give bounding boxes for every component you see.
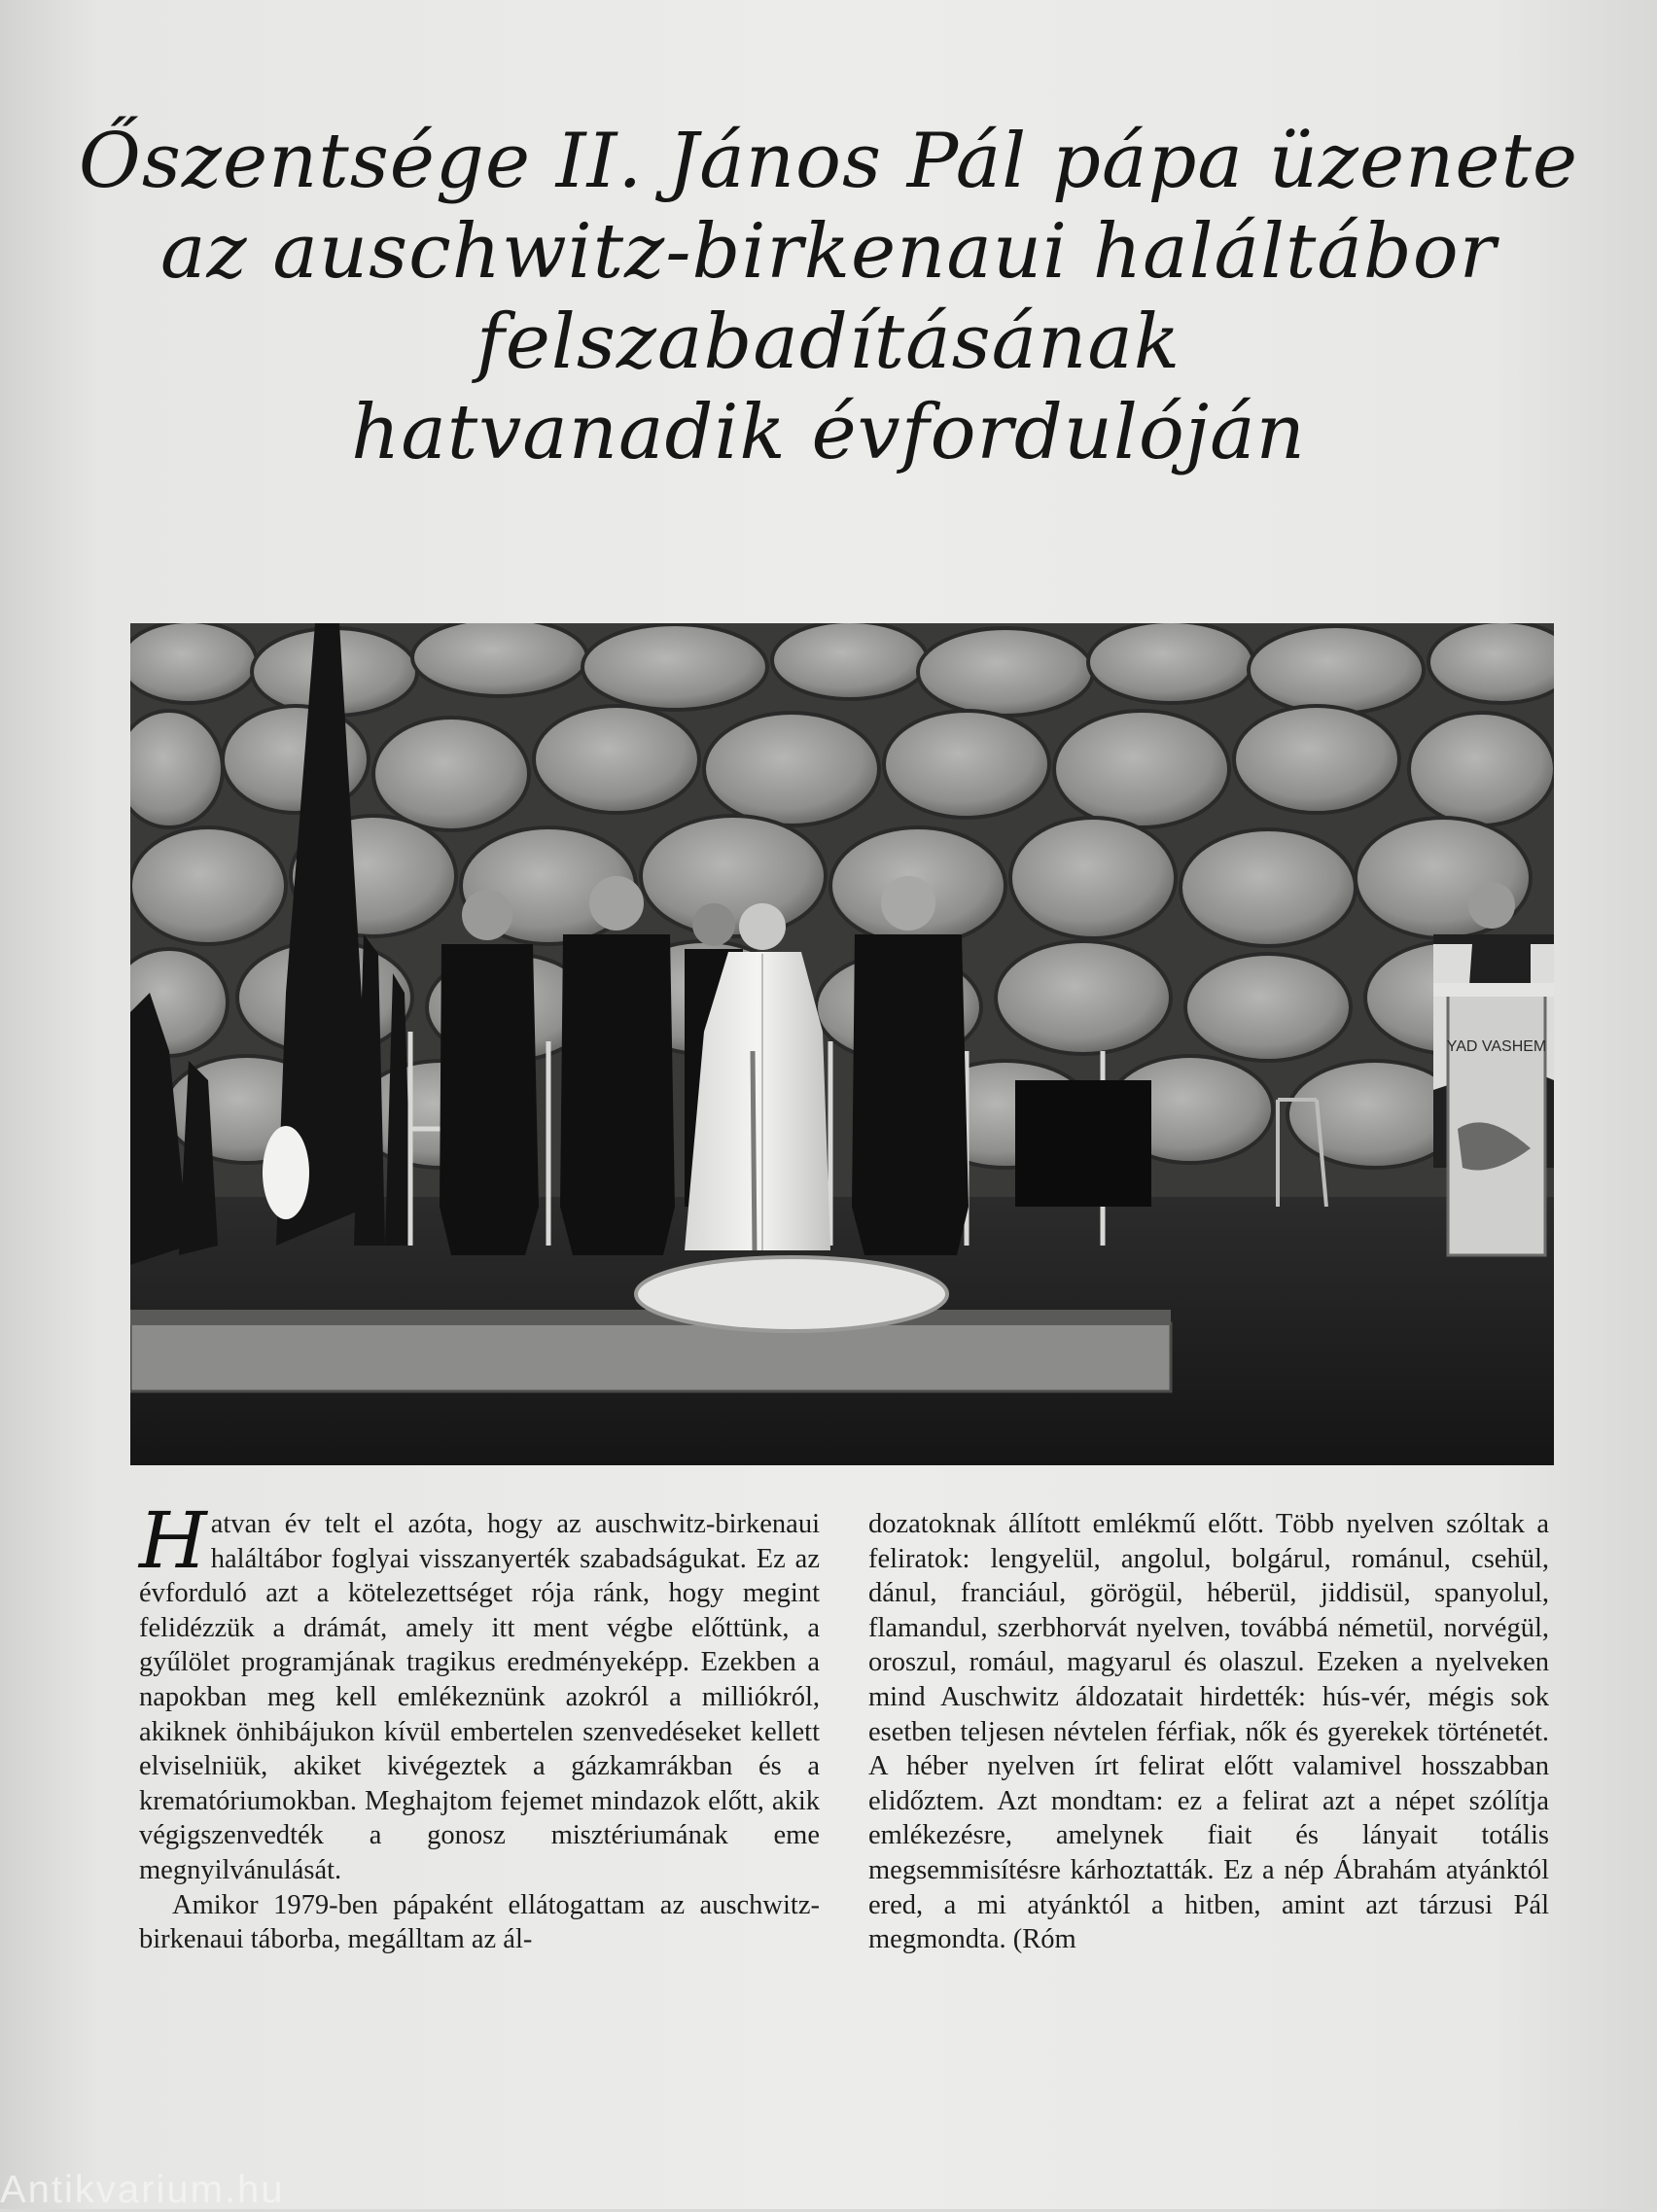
paragraph-1	[139, 1495, 820, 1888]
ceremony-photo	[130, 623, 1554, 1465]
page-title	[0, 117, 1657, 478]
wreath	[636, 1257, 947, 1331]
title-line-1: Őszentsége II. János Pál pápa üzenete	[78, 118, 1579, 205]
title-line-3: felszabadításának	[476, 298, 1181, 386]
paragraph-1-text: atvan év telt el azóta, hogy az auschwitz-birkenaui haláltábor foglyai visszanyerték szabadságukat. Ez az évforduló azt a kötelezettséget rója ránk, hogy megint felidézzük a drámát, amely itt ment végbe előttünk, a gyűlölet programjának tragikus eredményeképp. Ezekben a napokban meg kell emlékeznünk azokról a milliókról, akiknek önhibájukon kívül embertelen szenvedéseket kellett elviselniük, akiket kivégeztek a gázkamrákban és a krematóriumokban. Meghajtom fejemet mindazok előtt, akik végigszenvedték a gonosz misztériumának eme megnyilvánulását.	[139, 1509, 820, 1885]
lectern-sign: YAD VASHEM	[1446, 1038, 1547, 1055]
eternal-flame	[263, 1126, 309, 1219]
paragraph-3: dozatoknak állított emlékmű előtt. Több nyelven szóltak a feliratok: lengyelül, angolul, bolgárul, románul, csehül, dánul, franciául, görögül, héberül, jiddisül, spanyolul, flamandul, szerbhorvát nyelven, továbbá németül, norvégül, oroszul, romául, magyarul és olaszul. Ezeken a nyelveken mind Auschwitz áldozatait hirdették: hús-vér, mégis sok esetben teljesen névtelen férfiak, nők és gyerekek történetét. A héber nyelven írt felirat előtt valamivel hosszabban elidőztem. Azt mondtam: ez a felirat azt a népet szólítja emlékezésre, amelynek fiait és lányait totális megsemmisítésre kárhoztatták. Ez a nép Ábrahám atyánktól ered, a mi atyánktól a hitben, amint azt tárzusi Pál megmondta. (Róm	[868, 1509, 1549, 1955]
ceremony-photo-illustration	[130, 623, 1554, 1465]
title-line-4: hatvanadik évfordulóján	[351, 389, 1306, 476]
text-column-right	[868, 1507, 1549, 1957]
title-line-2: az auschwitz-birkenaui haláltábor	[159, 208, 1498, 296]
drop-cap: H	[139, 1495, 207, 1586]
text-column-left	[139, 1495, 820, 1957]
side-table	[1015, 1080, 1151, 1207]
stone-platform	[130, 1323, 1171, 1391]
paragraph-2: Amikor 1979-ben pápaként ellátogattam az auschwitz-birkenaui táborba, megálltam az ál-	[139, 1889, 820, 1955]
watermark: Antikvarium.hu	[0, 2168, 285, 2211]
lectern	[1433, 983, 1554, 1255]
